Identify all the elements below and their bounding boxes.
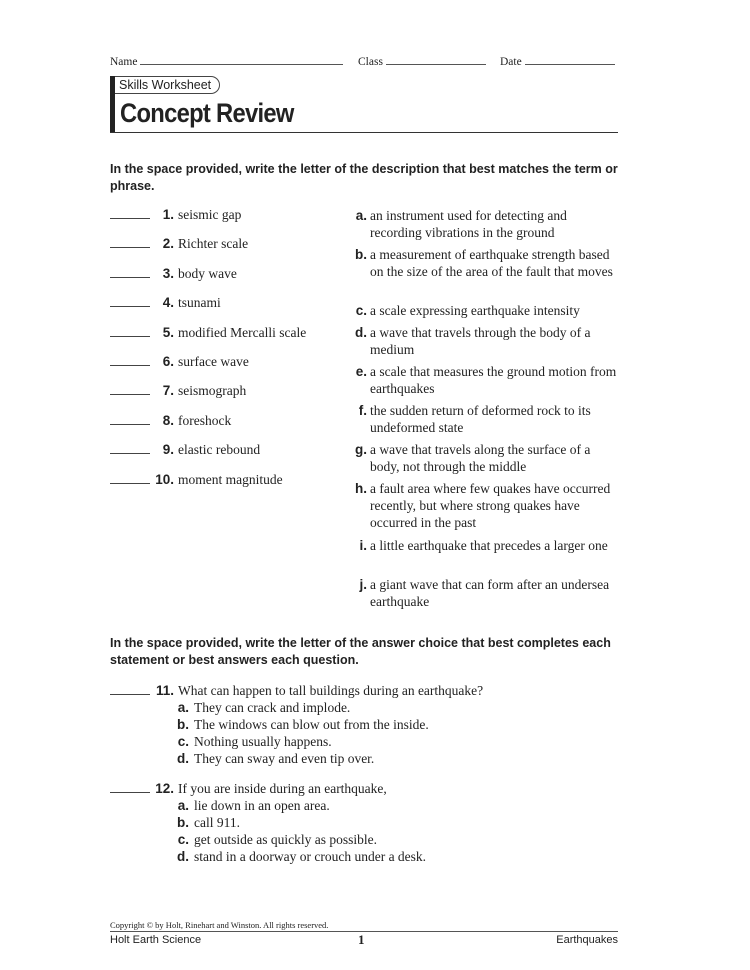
option-text: Nothing usually happens. <box>194 734 332 749</box>
answer-blank[interactable] <box>110 246 150 248</box>
answer-option[interactable] <box>110 797 426 814</box>
definition-text: an instrument used for detecting and recording vibrations in the ground <box>370 208 567 240</box>
answer-blank[interactable] <box>110 364 150 366</box>
definition-text: the sudden return of deformed rock to its undeformed state <box>370 403 591 435</box>
answer-blank[interactable] <box>110 452 150 454</box>
term-item <box>110 266 237 282</box>
answer-option[interactable] <box>110 848 426 865</box>
term-text: moment magnitude <box>178 471 283 487</box>
term-item <box>110 295 221 311</box>
term-text: elastic rebound <box>178 442 261 458</box>
option-letter: c. <box>177 832 189 847</box>
term-item <box>110 383 246 399</box>
question-number: 11. <box>155 683 174 698</box>
question-number: 12. <box>155 781 174 796</box>
term-number: 5. <box>162 324 174 340</box>
chapter-name: Earthquakes <box>556 934 618 946</box>
option-letter: d. <box>177 849 189 864</box>
question-text: What can happen to tall buildings during an earthquake? <box>178 683 484 698</box>
question-line <box>110 682 483 699</box>
definition-letter: d. <box>355 325 367 340</box>
term-item <box>110 207 241 223</box>
definition-text: a wave that travels through the body of a medium <box>370 325 591 357</box>
term-item <box>110 236 248 252</box>
option-text: They can sway and even tip over. <box>194 751 375 766</box>
section1-instructions: In the space provided, write the letter of the description that best matches the term or phrase. <box>110 162 618 193</box>
definition-text: a little earthquake that precedes a larger one <box>370 538 608 553</box>
term-number: 3. <box>162 265 174 281</box>
definition-text: a measurement of earthquake strength based on the size of the area of the fault that moves <box>370 247 613 279</box>
question-item <box>110 682 483 767</box>
option-letter: b. <box>177 815 189 830</box>
definition-letter: a. <box>355 208 367 223</box>
answer-blank[interactable] <box>110 482 150 484</box>
definition-letter: g. <box>355 442 367 457</box>
answer-blank[interactable] <box>110 217 150 219</box>
term-item <box>110 442 260 458</box>
option-text: call 911. <box>194 815 240 830</box>
term-number: 9. <box>162 442 174 458</box>
definition-text: a fault area where few quakes have occurred recently, but where strong quakes have occurred in the past <box>370 481 611 530</box>
answer-blank[interactable] <box>110 335 150 337</box>
definition-letter: h. <box>355 481 367 496</box>
answer-option[interactable] <box>110 733 483 750</box>
term-text: tsunami <box>178 295 221 311</box>
question-line <box>110 780 426 797</box>
answer-blank[interactable] <box>110 423 150 425</box>
page-number: 1 <box>358 932 365 947</box>
answer-blank[interactable] <box>110 393 150 395</box>
answer-option[interactable] <box>110 831 426 848</box>
question-item <box>110 780 426 865</box>
option-text: stand in a doorway or crouch under a desk. <box>194 849 427 864</box>
definition-text: a wave that travels along the surface of a body, not through the middle <box>370 442 591 474</box>
name-label: Name <box>110 56 138 68</box>
term-text: surface wave <box>178 354 249 369</box>
date-field[interactable] <box>500 54 615 68</box>
answer-option[interactable] <box>110 750 483 767</box>
title-rule <box>110 132 618 133</box>
option-letter: a. <box>177 798 189 813</box>
term-number: 8. <box>162 412 174 428</box>
option-text: They can crack and implode. <box>194 700 351 715</box>
term-item <box>110 354 249 370</box>
date-label: Date <box>500 56 522 68</box>
term-text: Richter scale <box>178 236 249 252</box>
term-number: 7. <box>162 383 174 399</box>
definition-item <box>350 207 620 241</box>
term-text: seismic gap <box>178 207 242 222</box>
definition-text: a scale expressing earthquake intensity <box>370 303 580 318</box>
term-number: 10. <box>155 471 174 487</box>
term-number: 1. <box>162 207 174 222</box>
definition-item <box>350 576 620 610</box>
page-title: Concept Review <box>120 98 294 128</box>
term-number: 6. <box>162 354 174 369</box>
option-letter: b. <box>177 717 189 732</box>
answer-blank[interactable] <box>110 791 150 793</box>
answer-blank[interactable] <box>110 305 150 307</box>
term-number: 2. <box>162 236 174 252</box>
definition-item <box>350 324 620 358</box>
definition-item <box>350 246 620 280</box>
definition-letter: b. <box>355 247 367 262</box>
term-text: foreshock <box>178 412 232 428</box>
copyright: Copyright © by Holt, Rinehart and Winston. All rights reserved. <box>110 920 329 930</box>
definition-letter: e. <box>355 364 367 379</box>
term-text: modified Mercalli scale <box>178 324 307 340</box>
definition-letter: f. <box>358 403 367 418</box>
definition-item <box>350 302 620 319</box>
definition-item <box>350 441 620 475</box>
definition-letter: c. <box>355 303 367 318</box>
section2-instructions: In the space provided, write the letter of the answer choice that best completes each statement or best answers each question. <box>110 636 611 667</box>
answer-blank[interactable] <box>110 693 150 695</box>
answer-option[interactable] <box>110 716 483 733</box>
definition-text: a scale that measures the ground motion from earthquakes <box>370 364 617 396</box>
option-letter: a. <box>177 700 189 715</box>
definition-item <box>350 363 620 397</box>
answer-option[interactable] <box>110 814 426 831</box>
option-text: The windows can blow out from the inside. <box>194 717 429 732</box>
term-item <box>110 325 306 341</box>
definition-item <box>350 480 620 531</box>
definition-item <box>350 402 620 436</box>
option-text: get outside as quickly as possible. <box>194 832 377 847</box>
term-number: 4. <box>162 295 174 311</box>
definition-letter: j. <box>359 577 367 592</box>
question-text: If you are inside during an earthquake, <box>178 781 387 796</box>
option-letter: d. <box>177 751 189 766</box>
skills-worksheet-badge: Skills Worksheet <box>115 76 220 94</box>
answer-option[interactable] <box>110 699 483 716</box>
definition-letter: i. <box>359 538 367 553</box>
definition-item <box>350 537 620 554</box>
term-text: body wave <box>178 265 237 281</box>
definition-text: a giant wave that can form after an undersea earthquake <box>370 577 610 609</box>
option-letter: c. <box>177 734 189 749</box>
term-item <box>110 413 231 429</box>
term-text: seismograph <box>178 383 247 399</box>
class-field[interactable] <box>358 54 486 68</box>
answer-blank[interactable] <box>110 276 150 278</box>
option-text: lie down in an open area. <box>194 798 330 813</box>
class-label: Class <box>358 56 383 68</box>
name-field[interactable] <box>110 54 343 68</box>
term-item <box>110 472 283 488</box>
book-title: Holt Earth Science <box>110 934 202 946</box>
